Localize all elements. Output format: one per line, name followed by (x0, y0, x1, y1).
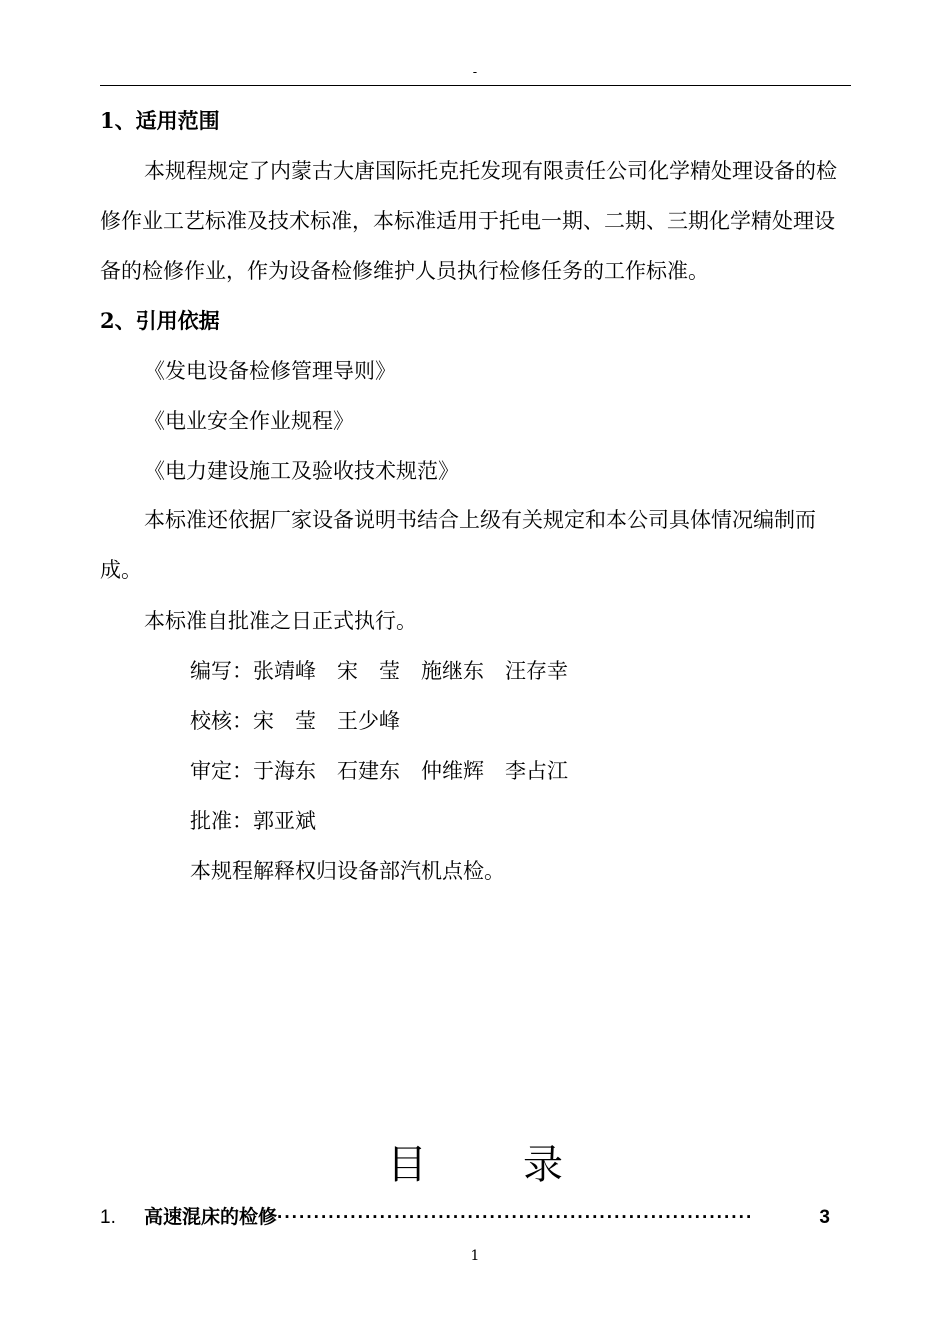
page-number: 1 (470, 1248, 480, 1264)
toc-entry-number: 1. (100, 1207, 116, 1228)
signature-review: 审定：于海东 石建东 仲维辉 李占江 (190, 759, 568, 783)
toc-entry-title: 高速混床的检修 (144, 1207, 278, 1228)
interpretation-note: 本规程解释权归设备部汽机点检。 (190, 859, 505, 883)
section2-heading: 2、引用依据 (100, 308, 220, 333)
reference-item: 《电业安全作业规程》 (144, 409, 354, 433)
section1-body: 本规程规定了内蒙古大唐国际托克托发现有限责任公司化学精处理设备的检修作业工艺标准及技术标准，本标准适用于托电一期、二期、三期化学精处理设备的检修作业，作为设备检修维护人员执行检修任务的工作标准。 (100, 159, 837, 283)
toc-title (0, 1140, 950, 1190)
toc-title-char: 录 (523, 1142, 563, 1188)
reference-item: 《发电设备检修管理导则》 (144, 359, 396, 383)
toc-entry-page: 3 (819, 1207, 830, 1228)
signature-author: 编写：张靖峰 宋 莹 施继东 汪存幸 (190, 659, 568, 683)
header-rule (100, 85, 851, 86)
toc-entry-leader: ································································· (277, 1207, 754, 1228)
toc-entry[interactable] (100, 1204, 830, 1232)
signature-approve: 批准：郭亚斌 (190, 809, 316, 833)
effective-statement: 本标准自批准之日正式执行。 (144, 609, 417, 633)
signature-proofread: 校核：宋 莹 王少峰 (190, 709, 400, 733)
section1-heading: 1、适用范围 (100, 108, 220, 133)
basis-paragraph: 本标准还依据厂家设备说明书结合上级有关规定和本公司具体情况编制而成。 (100, 508, 816, 582)
header-mark: - (472, 65, 478, 80)
toc-title-char: 目 (387, 1142, 427, 1188)
reference-item: 《电力建设施工及验收技术规范》 (144, 459, 459, 483)
